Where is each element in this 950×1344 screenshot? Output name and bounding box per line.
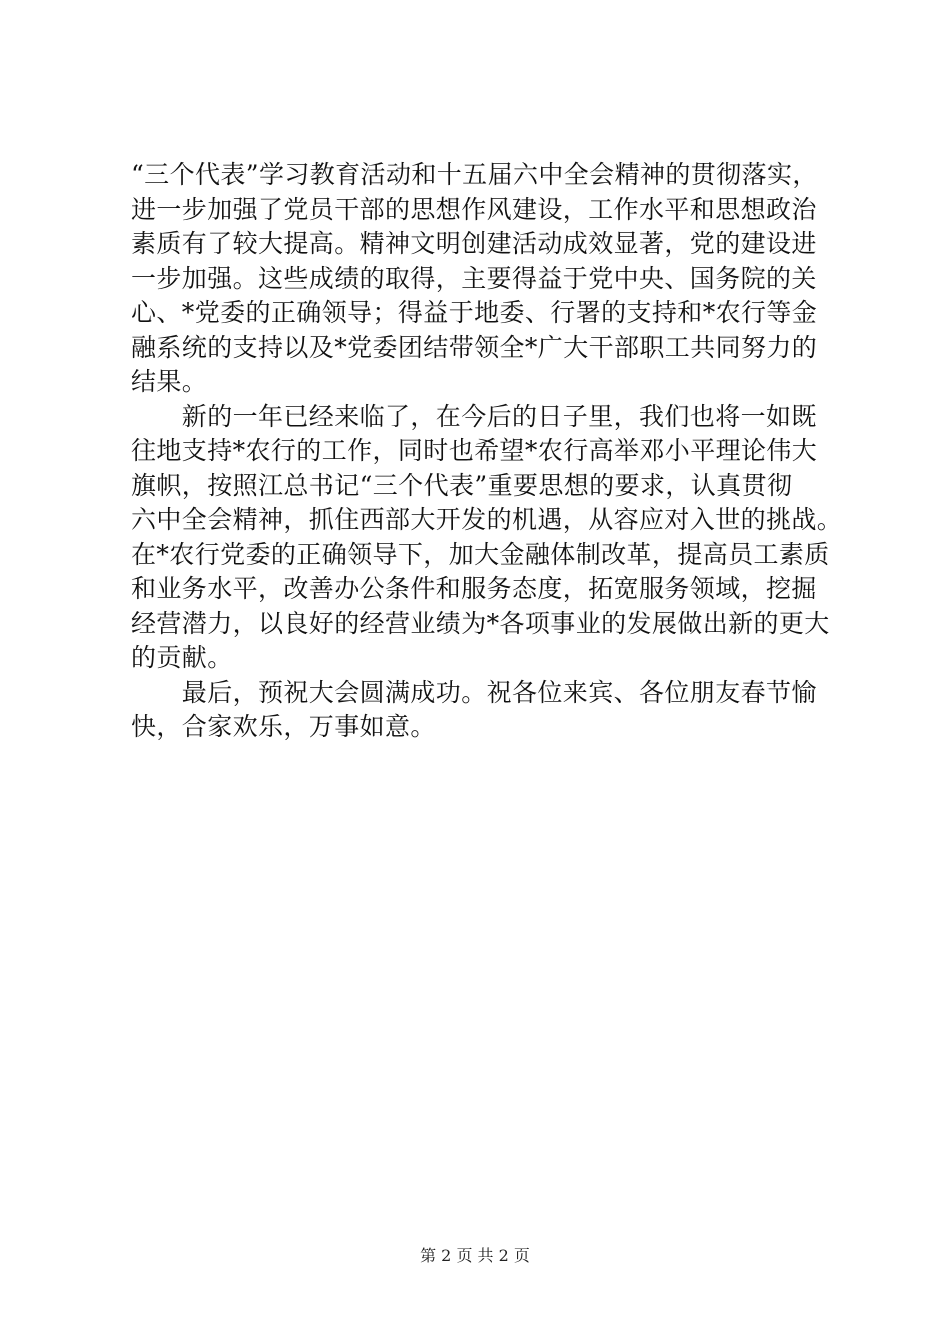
text-line: 经营潜力，以良好的经营业绩为*各项事业的发展做出新的更大 <box>131 608 830 638</box>
text-line: 在*农行党委的正确领导下，加大金融体制改革，提高员工素质 <box>131 539 830 569</box>
text-line: 新的一年已经来临了，在今后的日子里，我们也将一如既 <box>131 401 817 431</box>
text-line: 往地支持*农行的工作，同时也希望*农行高举邓小平理论伟大 <box>131 436 818 465</box>
text-line: 最后，预祝大会圆满成功。祝各位来宾、各位朋友春节愉 <box>131 677 817 707</box>
document-body <box>131 158 843 745</box>
text-line: 融系统的支持以及*党委团结带领全*广大干部职工共同努力的 <box>131 332 818 362</box>
text-line: 心、*党委的正确领导；得益于地委、行署的支持和*农行等金 <box>131 298 818 327</box>
text-line: 进一步加强了党员干部的思想作风建设，工作水平和思想政治 <box>131 194 817 224</box>
text-line: 的贡献。 <box>131 643 233 672</box>
text-line: 和业务水平，改善办公条件和服务态度，拓宽服务领域，挖掘 <box>131 574 817 603</box>
text-line: 旗帜，按照江总书记“三个代表”重要思想的要求，认真贯彻 <box>131 470 793 500</box>
text-line: 素质有了较大提高。精神文明创建活动成效显著，党的建设进 <box>131 229 817 258</box>
text-line: 结果。 <box>131 367 208 396</box>
text-line: 一步加强。这些成绩的取得，主要得益于党中央、国务院的关 <box>131 263 817 293</box>
text-line: “三个代表”学习教育活动和十五届六中全会精神的贯彻落实， <box>131 160 818 189</box>
page-number-footer: 第 2 页 共 2 页 <box>420 1246 530 1265</box>
text-line: 快，合家欢乐，万事如意。 <box>131 712 436 741</box>
text-line: 六中全会精神，抓住西部大开发的机遇，从容应对入世的挑战。 <box>131 505 843 534</box>
